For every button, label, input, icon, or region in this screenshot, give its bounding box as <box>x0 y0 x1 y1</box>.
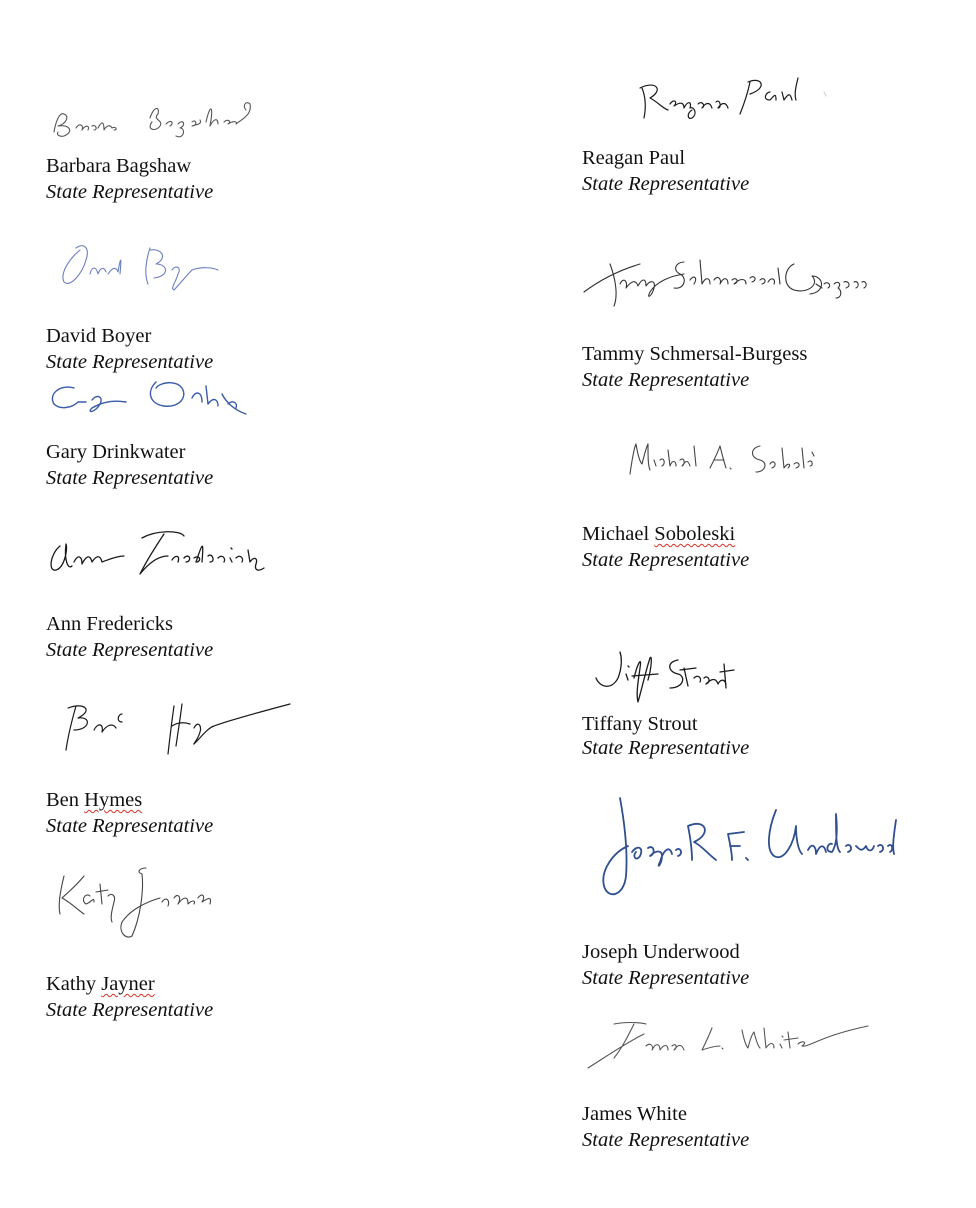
signature-kathy-jayner <box>50 862 216 942</box>
signer-title-michael-soboleski: State Representative <box>582 549 750 571</box>
signature-joseph-underwood <box>598 790 902 902</box>
signer-name-reagan-paul: Reagan Paul <box>582 147 686 169</box>
signer-last-name-kathy-jayner: Jayner <box>101 973 155 995</box>
signature-david-boyer <box>46 230 222 296</box>
signer-name-david-boyer: David Boyer <box>46 325 152 347</box>
signer-title-joseph-underwood: State Representative <box>582 967 750 989</box>
signer-name-tiffany-strout: Tiffany Strout <box>582 713 698 735</box>
signer-last-name-michael-soboleski: Soboleski <box>654 523 736 545</box>
signer-first-name-ben-hymes: Ben <box>46 789 80 811</box>
signer-name-ben-hymes <box>46 788 142 812</box>
signer-name-tammy-schmersal-burgess: Tammy Schmersal-Burgess <box>582 343 808 365</box>
signature-tammy-schmersal-burgess <box>580 240 870 312</box>
signer-first-name-michael-soboleski: Michael <box>582 523 650 545</box>
signer-title-kathy-jayner: State Representative <box>46 999 214 1021</box>
signature-ben-hymes <box>60 696 296 758</box>
signature-michael-soboleski <box>626 430 816 480</box>
signer-title-ann-fredericks: State Representative <box>46 639 214 661</box>
signature-tiffany-strout <box>592 648 742 704</box>
signer-name-james-white: James White <box>582 1103 687 1125</box>
signature-reagan-paul <box>636 72 832 122</box>
signature-gary-drinkwater <box>46 374 252 420</box>
signature-barbara-bagshaw <box>46 92 258 142</box>
signer-title-ben-hymes: State Representative <box>46 815 214 837</box>
signer-title-tiffany-strout: State Representative <box>582 737 750 759</box>
signer-title-james-white: State Representative <box>582 1129 750 1151</box>
signer-name-gary-drinkwater: Gary Drinkwater <box>46 441 186 463</box>
signer-title-gary-drinkwater: State Representative <box>46 467 214 489</box>
signer-title-tammy-schmersal-burgess: State Representative <box>582 369 750 391</box>
signer-last-name-ben-hymes: Hymes <box>84 789 143 811</box>
signer-first-name-kathy-jayner: Kathy <box>46 973 97 995</box>
signer-name-kathy-jayner <box>46 972 155 996</box>
signer-title-barbara-bagshaw: State Representative <box>46 181 214 203</box>
signer-name-ann-fredericks: Ann Fredericks <box>46 613 173 635</box>
signer-title-reagan-paul: State Representative <box>582 173 750 195</box>
signer-title-david-boyer: State Representative <box>46 351 214 373</box>
signer-name-michael-soboleski <box>582 522 735 546</box>
signer-name-barbara-bagshaw: Barbara Bagshaw <box>46 155 192 177</box>
signer-name-joseph-underwood: Joseph Underwood <box>582 941 740 963</box>
signature-ann-fredericks <box>46 526 270 582</box>
signature-james-white <box>584 1014 874 1072</box>
